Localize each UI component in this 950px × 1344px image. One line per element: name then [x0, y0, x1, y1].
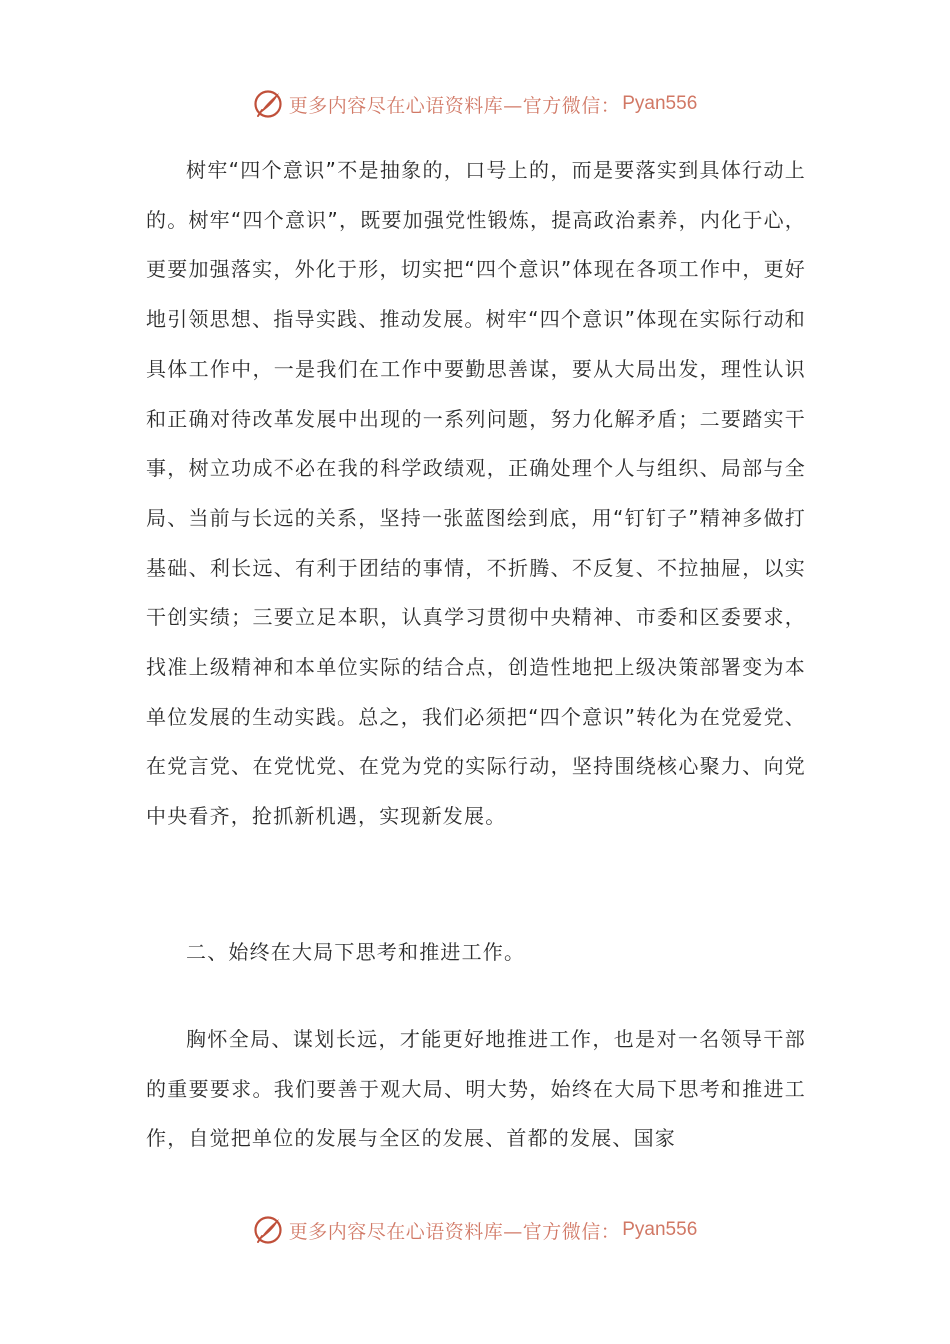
footer-banner: [0, 1210, 950, 1250]
quill-logo-icon: [253, 89, 283, 119]
section-heading-block: [146, 928, 806, 978]
header-banner: [0, 84, 950, 124]
body-paragraph-2-block: [146, 1015, 806, 1164]
section-heading: 二、始终在大局下思考和推进工作。: [186, 940, 526, 964]
quill-logo-icon: [253, 1215, 283, 1245]
body-paragraph: 胸怀全局、谋划长远，才能更好地推进工作，也是对一名领导干部的重要要求。我们要善于观大局、明大势，始终在大局下思考和推进工作，自觉把单位的发展与全区的发展、首都的发展、国家: [146, 1027, 806, 1151]
footer-banner-id: Pyan556: [622, 1219, 698, 1240]
body-paragraph: 树牢“四个意识”不是抽象的，口号上的，而是要落实到具体行动上的。树牢“四个意识”，既要加强党性锻炼，提高政治素养，内化于心，更要加强落实，外化于形，切实把“四个意识”体现在各项工作中，更好地引领思想、指导实践、推动发展。树牢“四个意识”体现在实际行动和具体工作中，一是我们在工作中要勤思善谋，要从大局出发，理性认识和正确对待改革发展中出现的一系列问题，努力化解矛盾；二要踏实干事，树立功成不必在我的科学政绩观，正确处理个人与组织、局部与全局、当前与长远的关系，坚持一张蓝图绘到底，用“钉钉子”精神多做打基础、利长远、有利于团结的事情，不折腾、不反复、不拉抽屉，以实干创实绩；三要立足本职，认真学习贯彻中央精神、市委和区委要求，找准上级精神和本单位实际的结合点，创造性地把上级决策部署变为本单位发展的生动实践。总之，我们必须把“四个意识”转化为在党爱党、在党言党、在党忧党、在党为党的实际行动，坚持围绕核心聚力、向党中央看齐，抢抓新机遇，实现新发展。: [146, 158, 806, 829]
footer-banner-text: 更多内容尽在心语资料库—官方微信：: [288, 1220, 621, 1243]
header-banner-text: 更多内容尽在心语资料库—官方微信：: [288, 94, 621, 117]
body-paragraph-1-block: [146, 146, 806, 842]
header-banner-id: Pyan556: [622, 93, 698, 114]
